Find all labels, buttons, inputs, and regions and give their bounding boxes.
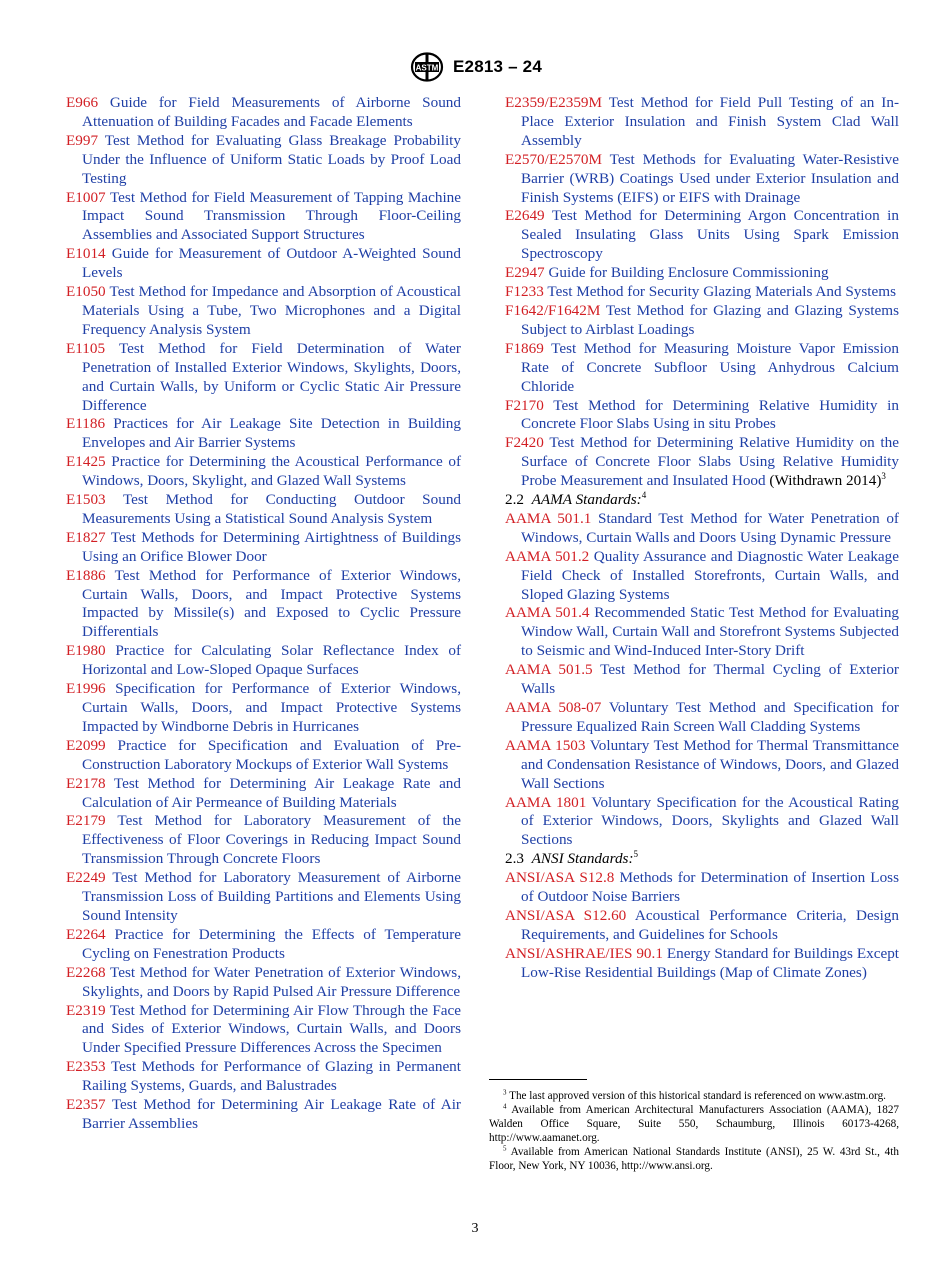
standard-title-link[interactable]: Test Method for Laboratory Measurement of the Effectiveness of Floor Coverings in Reducing Impact Sound Transmission Through Concrete Floors: [82, 812, 461, 868]
standard-code-link[interactable]: E2179: [66, 812, 106, 830]
page-header: [0, 52, 950, 84]
standard-title-link[interactable]: Test Methods for Performance of Glazing in Permanent Railing Systems, Guards, and Balustrades: [82, 1058, 461, 1095]
reference-item: [505, 94, 899, 151]
reference-item: [66, 245, 461, 283]
standard-code-link[interactable]: AAMA 508-07: [505, 699, 602, 716]
reference-item: [505, 283, 899, 302]
standard-title-link[interactable]: Test Method for Performance of Exterior Windows, Curtain Walls, Doors, and Impact Protective Systems Impacted by Missile(s) and Exposed to Cyclic Pressure Differentials: [82, 566, 461, 641]
standard-code-link[interactable]: AAMA 1801: [505, 793, 587, 811]
footnote-ref[interactable]: 5: [633, 849, 639, 860]
standard-title-link[interactable]: Practice for Determining the Acoustical Performance of Windows, Doors, Skylight, and Glazed Wall Systems: [82, 453, 462, 490]
standard-title-link[interactable]: Practices for Air Leakage Site Detection in Building Envelopes and Air Barrier Systems: [82, 415, 461, 452]
footnote-text: Available from American Architectural Manufacturers Association (AAMA), 1827 Walden Office Square, Suite 550, Schaumburg, Illinois 60173-4268, http://www.aamanet.org.: [489, 1104, 900, 1145]
reference-item: [505, 794, 899, 851]
standard-code-link[interactable]: AAMA 501.4: [505, 604, 590, 622]
footnotes: [489, 1089, 899, 1174]
reference-item: [66, 1058, 461, 1096]
aama-section-heading: [505, 491, 899, 510]
standard-title-link[interactable]: Acoustical Performance Criteria, Design Requirements, and Guidelines for Schools: [521, 906, 899, 943]
reference-item: [505, 207, 899, 264]
section-label: AAMA Standards:: [531, 491, 642, 509]
reference-item: [505, 548, 899, 605]
reference-item: [66, 189, 461, 246]
standard-code-link[interactable]: F1869: [505, 339, 544, 357]
standard-code-link[interactable]: E2268: [66, 963, 106, 981]
footnote: [489, 1103, 899, 1145]
standard-title-link[interactable]: Test Method for Evaluating Glass Breakage Probability Under the Influence of Uniform Static Loads by Proof Load Testing: [82, 131, 461, 187]
reference-item: [66, 415, 461, 453]
standard-code-link[interactable]: E2178: [66, 774, 106, 792]
standard-code-link[interactable]: AAMA 501.5: [505, 661, 593, 679]
section-number: 2.3: [505, 850, 524, 868]
standard-title-link[interactable]: Specification for Performance of Exterior Windows, Curtain Walls, Doors, and Impact Protective Systems Impacted by Windborne Debris in Hurricanes: [82, 680, 462, 735]
reference-item: [505, 869, 899, 907]
standard-code-link[interactable]: E2099: [66, 736, 106, 754]
standard-title-link[interactable]: Test Method for Field Pull Testing of an In-Place Exterior Insulation and Finish System Clad Wall Assembly: [521, 94, 899, 149]
reference-item: [66, 812, 461, 869]
standard-code-link[interactable]: E2359/E2359M: [505, 94, 603, 111]
reference-item: [66, 869, 461, 926]
standard-title-link[interactable]: Test Method for Determining Air Leakage Rate of Air Barrier Assemblies: [82, 1096, 461, 1132]
page-number: 3: [471, 1221, 479, 1236]
footnote: [489, 1089, 899, 1103]
reference-item: [66, 1002, 461, 1059]
footnote-ref[interactable]: 4: [641, 489, 647, 500]
standard-code-link[interactable]: AAMA 501.2: [505, 547, 590, 565]
standard-title-link[interactable]: Test Method for Water Penetration of Exterior Windows, Skylights, and Doors by Rapid Pulsed Air Pressure Difference: [82, 963, 461, 1000]
aama-reference-list: [505, 510, 899, 850]
standard-title-link[interactable]: Test Methods for Determining Airtightness of Buildings Using an Orifice Blower Door: [82, 528, 461, 565]
footnote-divider: [489, 1079, 587, 1080]
reference-item: [66, 680, 461, 737]
standard-title-link[interactable]: Test Method for Field Determination of Water Penetration of Installed Exterior Windows, Skylights, Doors, and Curtain Walls, by Uniform or Cyclic Static Air Pressure Difference: [82, 339, 461, 414]
reference-item: [66, 642, 461, 680]
standard-code-link[interactable]: ANSI/ASHRAE/IES 90.1: [505, 944, 663, 962]
standard-code-link[interactable]: F2170: [505, 396, 544, 414]
standard-code-link[interactable]: AAMA 501.1: [505, 509, 592, 527]
reference-item: [505, 510, 899, 548]
left-column: [66, 94, 461, 1134]
svg-text:ASTM: ASTM: [415, 63, 439, 73]
standard-title-link[interactable]: Voluntary Specification for the Acoustical Rating of Exterior Windows, Doors, Skylights and Glazed Wall Sections: [521, 793, 899, 849]
reference-item: [505, 151, 899, 208]
standard-code-link[interactable]: E2649: [505, 207, 545, 225]
standard-code-link[interactable]: F1233: [505, 283, 544, 301]
standard-code-link[interactable]: ANSI/ASA S12.60: [505, 906, 627, 924]
standard-title-link[interactable]: Test Method for Impedance and Absorption of Acoustical Materials Using a Tube, Two Microphones and a Digital Frequency Analysis System: [82, 283, 461, 338]
reference-item: [66, 453, 461, 491]
standard-title-link[interactable]: Test Method for Conducting Outdoor Sound Measurements Using a Statistical Sound Analysis System: [82, 491, 462, 527]
footnote: [489, 1145, 899, 1173]
reference-item: [505, 434, 899, 491]
reference-item: [66, 964, 461, 1002]
footnote-text: The last approved version of this historical standard is referenced on www.astm.org.: [509, 1090, 886, 1102]
reference-item: [66, 283, 461, 340]
standard-title-link[interactable]: Practice for Specification and Evaluation of Pre-Construction Laboratory Mockups of Exterior Wall Systems: [82, 736, 462, 773]
section-number: 2.2: [505, 491, 524, 509]
standard-code-link[interactable]: E1186: [66, 415, 106, 433]
standard-code-link[interactable]: E1827: [66, 528, 106, 546]
reference-item: [505, 661, 899, 699]
standard-title-link[interactable]: Test Method for Determining Relative Humidity on the Surface of Concrete Floor Slabs Using Relative Humidity Probe Measurement and Insulated Hood: [521, 434, 899, 490]
standard-title-link[interactable]: Guide for Field Measurements of Airborne Sound Attenuation of Building Facades and Facade Elements: [82, 94, 461, 130]
standard-title-link[interactable]: Test Method for Determining Air Leakage Rate and Calculation of Air Permeance of Building Materials: [82, 774, 461, 811]
standard-code-link[interactable]: E1886: [66, 566, 106, 584]
standard-title-link[interactable]: Test Method for Measuring Moisture Vapor Emission Rate of Concrete Subfloor Using Anhydrous Calcium Chloride: [521, 339, 899, 395]
standard-code-link[interactable]: E1105: [66, 339, 106, 357]
reference-item: [66, 926, 461, 964]
footnote-number: 3: [503, 1088, 507, 1097]
standard-title-link[interactable]: Practice for Calculating Solar Reflectance Index of Horizontal and Low-Sloped Opaque Surfaces: [82, 642, 461, 679]
standard-code-link[interactable]: E2947: [505, 264, 545, 282]
reference-item: [505, 397, 899, 435]
standard-code-link[interactable]: F1642/F1642M: [505, 301, 601, 319]
standard-code-link[interactable]: ANSI/ASA S12.8: [505, 869, 615, 887]
standard-title-link[interactable]: Energy Standard for Buildings Except Low-Rise Residential Buildings (Map of Climate Zones): [521, 944, 900, 981]
standard-code-link[interactable]: E1996: [66, 680, 106, 698]
standard-title-link[interactable]: Test Method for Laboratory Measurement of Airborne Transmission Loss of Building Partitions and Elements Using Sound Intensity: [82, 869, 461, 924]
standard-title-link[interactable]: Test Method for Glazing and Glazing Systems Subject to Airblast Loadings: [521, 301, 899, 338]
standard-title-link[interactable]: Test Methods for Evaluating Water-Resistive Barrier (WRB) Coatings Used under Exterior Insulation and Finish Systems (EIFS) or EIFS with Drainage: [521, 150, 899, 206]
reference-item: [505, 604, 899, 661]
withdrawn-note: (Withdrawn 2014): [769, 472, 882, 490]
standard-code-link[interactable]: E2264: [66, 925, 106, 943]
standard-code-link[interactable]: E1050: [66, 283, 106, 301]
standard-code-link[interactable]: F2420: [505, 434, 544, 452]
standard-title-link[interactable]: Voluntary Test Method for Thermal Transmittance and Condensation Resistance of Windows, Doors, and Glazed Wall Sections: [521, 736, 899, 792]
standard-code-link[interactable]: E2249: [66, 869, 106, 887]
reference-item: [505, 302, 899, 340]
standard-title-link[interactable]: Test Method for Determining Air Flow Through the Face and Sides of Exterior Windows, Curtain Walls, and Doors Under Specified Pressure Differences Across the Specimen: [82, 1001, 461, 1057]
ansi-section-heading: [505, 850, 899, 869]
standard-code-link[interactable]: AAMA 1503: [505, 736, 586, 754]
reference-item: [505, 699, 899, 737]
reference-item: [505, 945, 899, 983]
standard-code-link[interactable]: E2357: [66, 1096, 106, 1114]
standard-title-link[interactable]: Recommended Static Test Method for Evaluating Window Wall, Curtain Wall and Storefront Systems Subjected to Seismic and Wind-Induced Inter-Story Drift: [521, 604, 900, 660]
standard-title-link[interactable]: Test Method for Determining Relative Humidity in Concrete Floor Slabs Using in situ Probes: [521, 396, 899, 433]
reference-item: [66, 567, 461, 643]
footnote-number: 4: [503, 1102, 507, 1111]
reference-item: [505, 340, 899, 397]
reference-item: [66, 132, 461, 189]
standard-code-link[interactable]: E966: [66, 94, 99, 111]
standard-title-link[interactable]: Standard Test Method for Water Penetration of Windows, Curtain Walls and Doors Using Dynamic Pressure: [521, 509, 899, 546]
standard-title-link[interactable]: Test Method for Thermal Cycling of Exterior Walls: [521, 661, 899, 698]
standard-title-link[interactable]: Test Method for Field Measurement of Tapping Machine Impact Sound Transmission Through Floor-Ceiling Assemblies and Associated Support Structures: [82, 188, 461, 244]
standard-code-link[interactable]: E1980: [66, 642, 106, 660]
footnote-text: Available from American National Standards Institute (ANSI), 25 W. 43rd St., 4th Floor, New York, NY 10036, http://www.ansi.org.: [489, 1146, 899, 1173]
reference-item: [66, 1096, 461, 1134]
standard-code-link[interactable]: E2353: [66, 1058, 106, 1076]
standard-title-link[interactable]: Test Method for Security Glazing Materials And Systems: [547, 283, 896, 301]
standard-code-link[interactable]: E1007: [66, 188, 106, 206]
standard-title-link[interactable]: Voluntary Test Method and Specification for Pressure Equalized Rain Screen Wall Cladding Systems: [521, 699, 899, 735]
standard-code-link[interactable]: E2319: [66, 1001, 106, 1019]
standard-code-link[interactable]: E1425: [66, 453, 106, 471]
reference-item: [66, 340, 461, 416]
standard-code-link[interactable]: E2570/E2570M: [505, 150, 603, 168]
footnote-ref[interactable]: 3: [881, 471, 886, 482]
section-label: ANSI Standards:: [531, 850, 634, 868]
reference-item: [505, 264, 899, 283]
reference-item: [66, 529, 461, 567]
standard-code-link[interactable]: E1014: [66, 245, 106, 263]
standard-code-link[interactable]: E1503: [66, 491, 106, 509]
ansi-reference-list: [505, 869, 899, 982]
document-id: E2813 – 24: [453, 57, 542, 76]
standard-title-link[interactable]: Methods for Determination of Insertion Loss of Outdoor Noise Barriers: [521, 869, 900, 906]
reference-item: [66, 775, 461, 813]
footnote-number: 5: [503, 1144, 507, 1153]
standard-title-link[interactable]: Guide for Measurement of Outdoor A-Weighted Sound Levels: [82, 245, 461, 282]
astm-reference-list: [505, 94, 899, 491]
standard-code-link[interactable]: E997: [66, 131, 99, 149]
reference-item: [505, 907, 899, 945]
standard-title-link[interactable]: Guide for Building Enclosure Commissioning: [548, 264, 829, 282]
reference-item: [505, 737, 899, 794]
reference-item: [66, 491, 461, 529]
standard-title-link[interactable]: Quality Assurance and Diagnostic Water Leakage Field Check of Installed Storefronts, Curtain Walls, and Sloped Glazing Systems: [521, 547, 900, 603]
standard-title-link[interactable]: Test Method for Determining Argon Concentration in Sealed Insulating Glass Units Using Spark Emission Spectroscopy: [521, 207, 899, 263]
standard-title-link[interactable]: Practice for Determining the Effects of Temperature Cycling on Fenestration Products: [82, 925, 461, 962]
reference-item: [66, 94, 461, 132]
reference-item: [66, 737, 461, 775]
astm-logo-icon: [410, 52, 444, 82]
right-column: [505, 94, 899, 983]
